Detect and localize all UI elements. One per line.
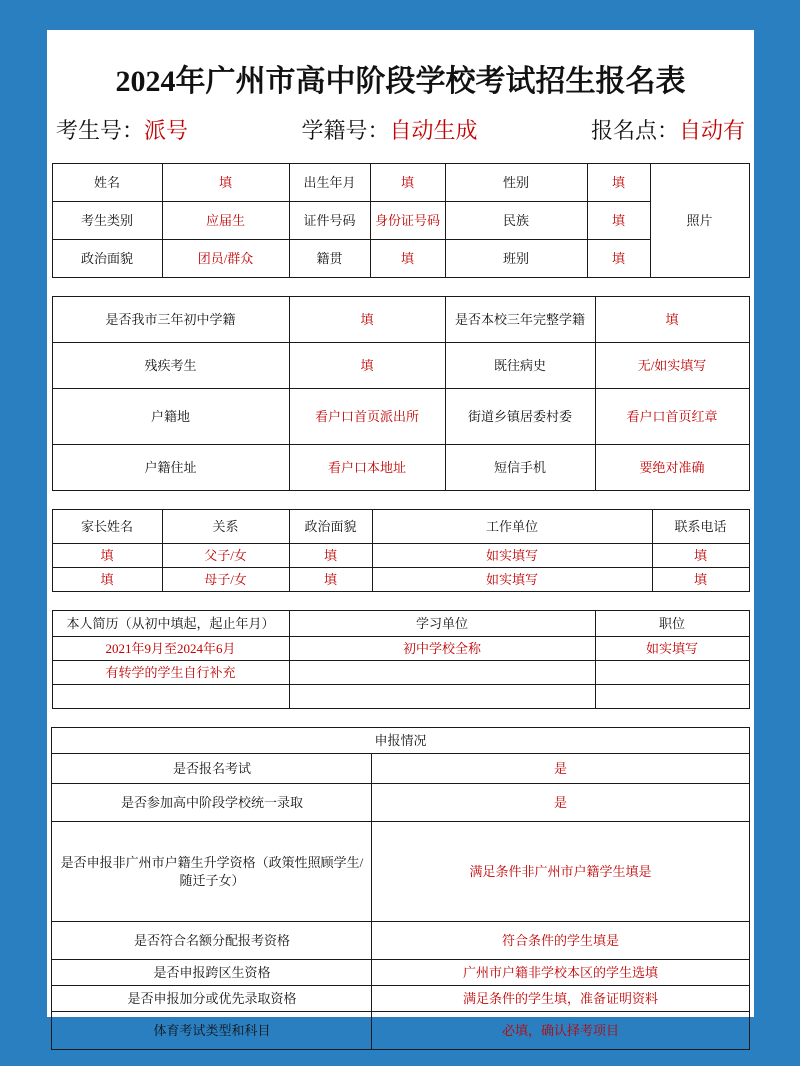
resume-table <box>52 610 750 709</box>
value-guardian2-political-status[interactable]: 填 <box>289 568 372 592</box>
value-unified-admission[interactable]: 是 <box>372 784 749 822</box>
label-class: 班别 <box>445 240 587 278</box>
value-resume2-position[interactable] <box>595 661 749 685</box>
label-gender: 性别 <box>445 164 587 202</box>
label-exam-registration: 是否报名考试 <box>52 754 372 784</box>
label-candidate-category: 考生类别 <box>52 202 162 240</box>
value-resume1-institution[interactable]: 初中学校全称 <box>289 637 595 661</box>
student-id-label: 学籍号： <box>301 118 390 143</box>
value-street-committee[interactable]: 看户口首页红章 <box>595 389 749 445</box>
label-name: 姓名 <box>52 164 162 202</box>
label-cross-district-qualification: 是否申报跨区生资格 <box>52 960 372 986</box>
guardian-table <box>52 509 750 592</box>
table-row <box>52 661 749 685</box>
value-exam-registration[interactable]: 是 <box>372 754 749 784</box>
candidate-number-label: 考生号： <box>56 118 145 143</box>
table-row <box>52 637 749 661</box>
value-guardian2-name[interactable]: 填 <box>52 568 162 592</box>
value-guardian2-relation[interactable]: 母子/女 <box>162 568 289 592</box>
value-native-place[interactable]: 填 <box>370 240 445 278</box>
table-row <box>52 445 749 491</box>
table-row <box>52 822 749 922</box>
label-household-location: 户籍地 <box>52 389 289 445</box>
table-row <box>52 685 749 709</box>
student-id-value: 自动生成 <box>389 118 478 143</box>
value-three-year-city-enrollment[interactable]: 填 <box>289 297 445 343</box>
value-resume2-period[interactable]: 有转学的学生自行补充 <box>52 661 289 685</box>
page-title: 2024年广州市高中阶段学校考试招生报名表 <box>115 65 686 98</box>
value-guardian1-name[interactable]: 填 <box>52 544 162 568</box>
label-quota-allocation-qualification: 是否符合名额分配报考资格 <box>52 922 372 960</box>
form-page <box>47 30 754 1038</box>
registration-site-value: 自动有 <box>678 118 745 143</box>
value-gender[interactable]: 填 <box>587 164 650 202</box>
value-resume1-position[interactable]: 如实填写 <box>595 637 749 661</box>
photo-cell: 照片 <box>650 164 749 278</box>
table-header-row <box>52 611 749 637</box>
school-info-table <box>52 296 750 491</box>
table-row <box>52 343 749 389</box>
header-guardian-workplace: 工作单位 <box>372 510 652 544</box>
header-guardian-phone: 联系电话 <box>652 510 749 544</box>
table-row <box>52 568 749 592</box>
label-household-address: 户籍住址 <box>52 445 289 491</box>
value-candidate-category[interactable]: 应届生 <box>162 202 289 240</box>
header-resume-period: 本人简历（从初中填起，起止年月） <box>52 611 289 637</box>
value-ethnicity[interactable]: 填 <box>587 202 650 240</box>
label-pe-exam-type: 体育考试类型和科目 <box>52 1012 372 1050</box>
label-native-place: 籍贯 <box>289 240 370 278</box>
table-row <box>52 784 749 822</box>
label-disabled-candidate: 残疾考生 <box>52 343 289 389</box>
table-header-row <box>52 510 749 544</box>
value-bonus-priority-qualification[interactable]: 满足条件的学生填，准备证明资料 <box>372 986 749 1012</box>
value-medical-history[interactable]: 无/如实填写 <box>595 343 749 389</box>
header-guardian-name: 家长姓名 <box>52 510 162 544</box>
table-row <box>52 544 749 568</box>
table-row <box>52 754 749 784</box>
value-class[interactable]: 填 <box>587 240 650 278</box>
label-political-status: 政治面貌 <box>52 240 162 278</box>
declaration-table <box>51 727 749 1050</box>
registration-site-label: 报名点： <box>590 118 679 143</box>
header-fields <box>56 114 745 145</box>
value-quota-allocation-qualification[interactable]: 符合条件的学生填是 <box>372 922 749 960</box>
label-ethnicity: 民族 <box>445 202 587 240</box>
value-birth-date[interactable]: 填 <box>370 164 445 202</box>
header-field-candidate-number <box>56 114 188 145</box>
value-resume3-institution[interactable] <box>289 685 595 709</box>
table-row <box>52 164 749 202</box>
label-bonus-priority-qualification: 是否申报加分或优先录取资格 <box>52 986 372 1012</box>
value-disabled-candidate[interactable]: 填 <box>289 343 445 389</box>
label-unified-admission: 是否参加高中阶段学校统一录取 <box>52 784 372 822</box>
value-resume3-period[interactable] <box>52 685 289 709</box>
header-field-registration-site <box>591 114 745 145</box>
value-political-status[interactable]: 团员/群众 <box>162 240 289 278</box>
value-cross-district-qualification[interactable]: 广州市户籍非学校本区的学生选填 <box>372 960 749 986</box>
label-three-year-school-enrollment: 是否本校三年完整学籍 <box>445 297 595 343</box>
value-resume2-institution[interactable] <box>289 661 595 685</box>
value-household-address[interactable]: 看户口本地址 <box>289 445 445 491</box>
table-row <box>52 1012 749 1050</box>
table-row <box>52 240 749 278</box>
value-guardian1-workplace[interactable]: 如实填写 <box>372 544 652 568</box>
table-row <box>52 922 749 960</box>
label-birth-date: 出生年月 <box>289 164 370 202</box>
value-guardian1-phone[interactable]: 填 <box>652 544 749 568</box>
value-three-year-school-enrollment[interactable]: 填 <box>595 297 749 343</box>
header-resume-position: 职位 <box>595 611 749 637</box>
value-non-local-household-qualification[interactable]: 满足条件非广州市户籍学生填是 <box>372 822 749 922</box>
header-resume-institution: 学习单位 <box>289 611 595 637</box>
table-row <box>52 202 749 240</box>
label-sms-phone: 短信手机 <box>445 445 595 491</box>
declaration-section-title-row <box>52 728 749 754</box>
label-id-number: 证件号码 <box>289 202 370 240</box>
basic-info-table <box>52 163 750 278</box>
value-household-location[interactable]: 看户口首页派出所 <box>289 389 445 445</box>
label-three-year-city-enrollment: 是否我市三年初中学籍 <box>52 297 289 343</box>
header-guardian-relation: 关系 <box>162 510 289 544</box>
value-pe-exam-type[interactable]: 必填，确认择考项目 <box>372 1012 749 1050</box>
value-name[interactable]: 填 <box>162 164 289 202</box>
label-non-local-household-qualification: 是否申报非广州市户籍生升学资格（政策性照顾学生/随迁子女） <box>52 822 372 922</box>
value-guardian1-political-status[interactable]: 填 <box>289 544 372 568</box>
table-row <box>52 986 749 1012</box>
value-resume3-position[interactable] <box>595 685 749 709</box>
value-guardian2-workplace[interactable]: 如实填写 <box>372 568 652 592</box>
header-guardian-political-status: 政治面貌 <box>289 510 372 544</box>
value-id-number[interactable]: 身份证号码 <box>370 202 445 240</box>
value-guardian1-relation[interactable]: 父子/女 <box>162 544 289 568</box>
table-row <box>52 389 749 445</box>
table-row <box>52 960 749 986</box>
declaration-section-title: 申报情况 <box>52 728 749 754</box>
candidate-number-value: 派号 <box>144 118 189 143</box>
value-sms-phone[interactable]: 要绝对准确 <box>595 445 749 491</box>
label-medical-history: 既往病史 <box>445 343 595 389</box>
label-street-committee: 街道乡镇居委村委 <box>445 389 595 445</box>
table-row <box>52 297 749 343</box>
header-field-student-id <box>301 114 477 145</box>
value-resume1-period[interactable]: 2021年9月至2024年6月 <box>52 637 289 661</box>
value-guardian2-phone[interactable]: 填 <box>652 568 749 592</box>
